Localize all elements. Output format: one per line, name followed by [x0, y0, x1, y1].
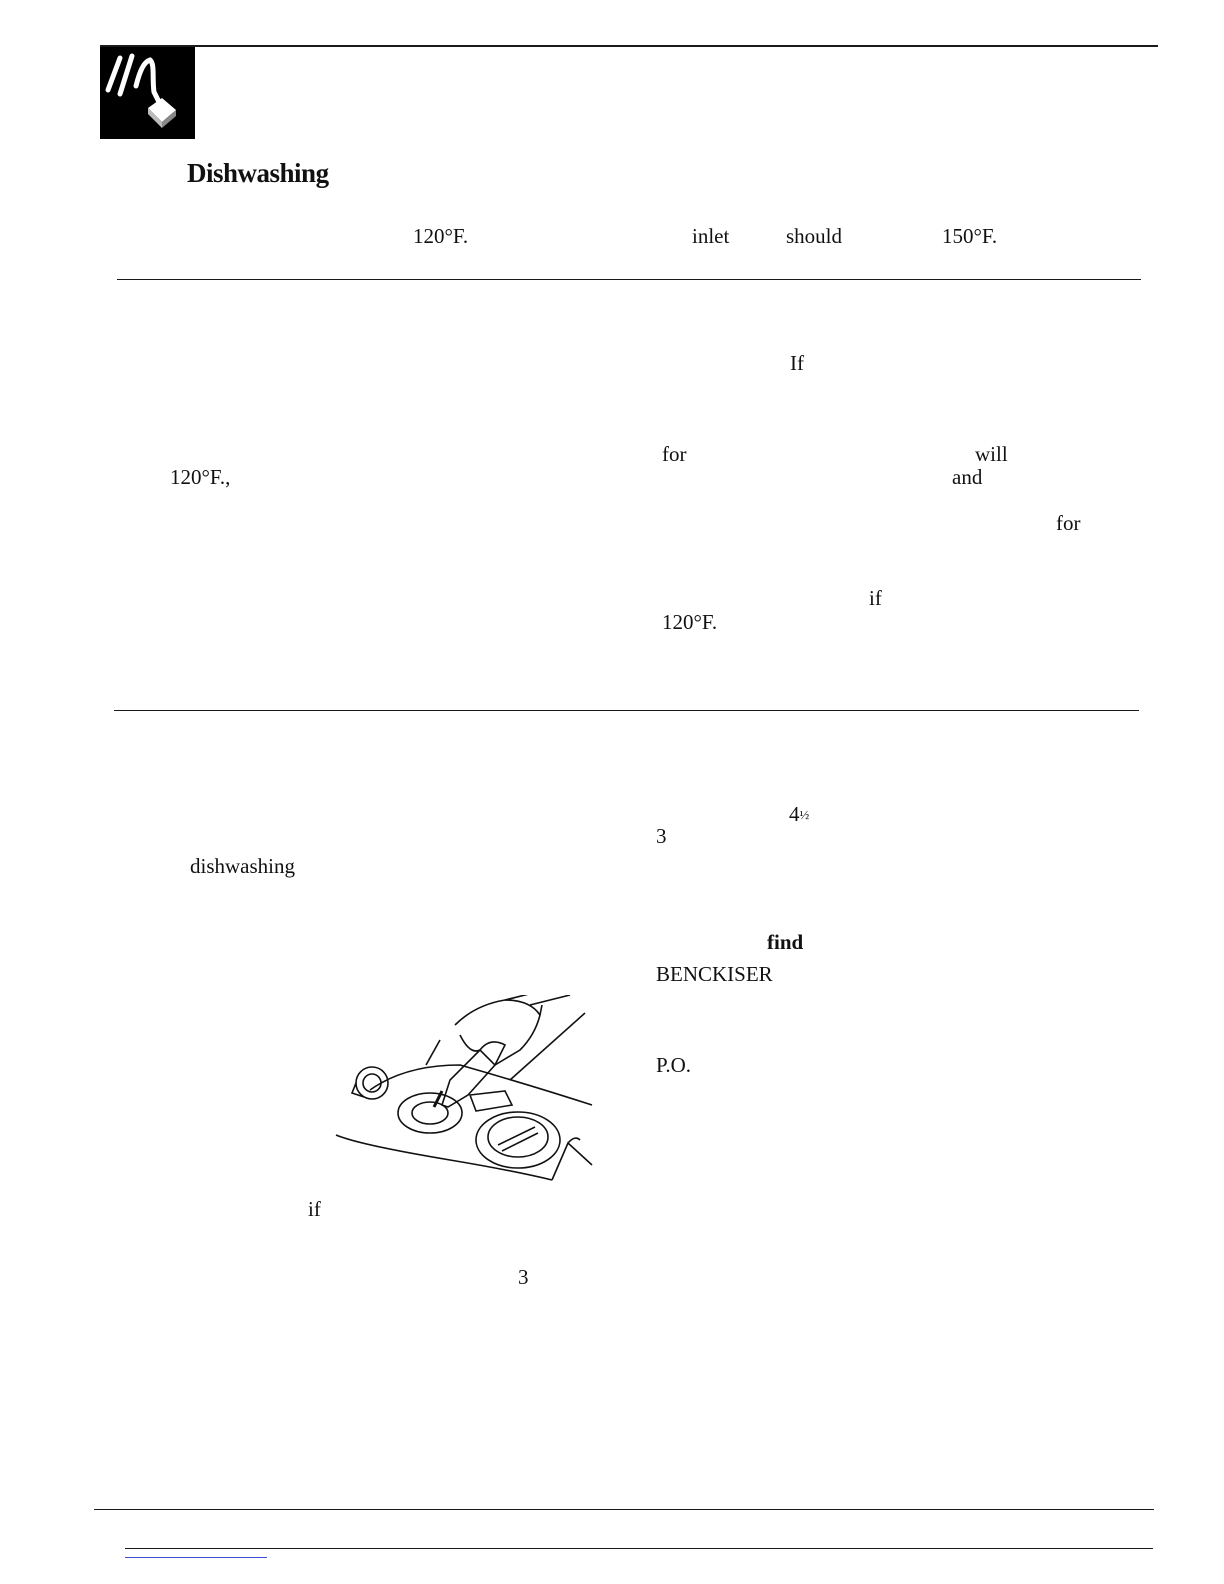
intro-temp-2: 150°F.: [942, 224, 998, 248]
intro-word-should: should: [786, 224, 843, 248]
section-divider-2: [114, 710, 1139, 711]
section-heading: Dishwashing: [187, 158, 329, 188]
intro-temp-1: 120°F.: [413, 224, 469, 248]
block2-right-find: find: [767, 930, 804, 954]
half-fraction: ½: [799, 807, 810, 822]
block1-right-for-1: for: [662, 442, 687, 466]
block2-right-benckiser: BENCKISER: [656, 962, 773, 986]
block1-right-temp: 120°F.: [662, 610, 718, 634]
block2-right-three: 3: [656, 824, 667, 848]
block2-left-if: if: [308, 1197, 321, 1221]
intro-word-inlet: inlet: [692, 224, 730, 248]
footer-rule-1: [94, 1509, 1154, 1510]
header-icon-box: [100, 46, 195, 139]
block2-left-three: 3: [518, 1265, 529, 1289]
block1-right-will: will: [975, 442, 1008, 466]
block2-right-four-half: [789, 802, 809, 827]
block1-right-for-2: for: [1056, 511, 1081, 535]
section-divider-1: [117, 279, 1141, 280]
hand-pressing-button-icon: [100, 46, 195, 139]
hand-pouring-rinse-aid-into-dispenser-icon: [330, 995, 595, 1185]
block2-left-dishwashing: dishwashing: [190, 854, 295, 878]
block1-right-if-cap: If: [790, 351, 804, 375]
block2-right-po: P.O.: [656, 1053, 692, 1077]
block1-left-temp: 120°F.,: [170, 465, 231, 489]
footer-rule-2: [125, 1548, 1153, 1549]
block1-right-and: and: [952, 465, 983, 489]
four-whole: 4: [789, 802, 800, 826]
footer-link-underline[interactable]: [125, 1557, 267, 1558]
rinse-aid-illustration: [330, 995, 595, 1185]
block1-right-if-lower: if: [869, 586, 882, 610]
header-rule: [100, 45, 1158, 47]
